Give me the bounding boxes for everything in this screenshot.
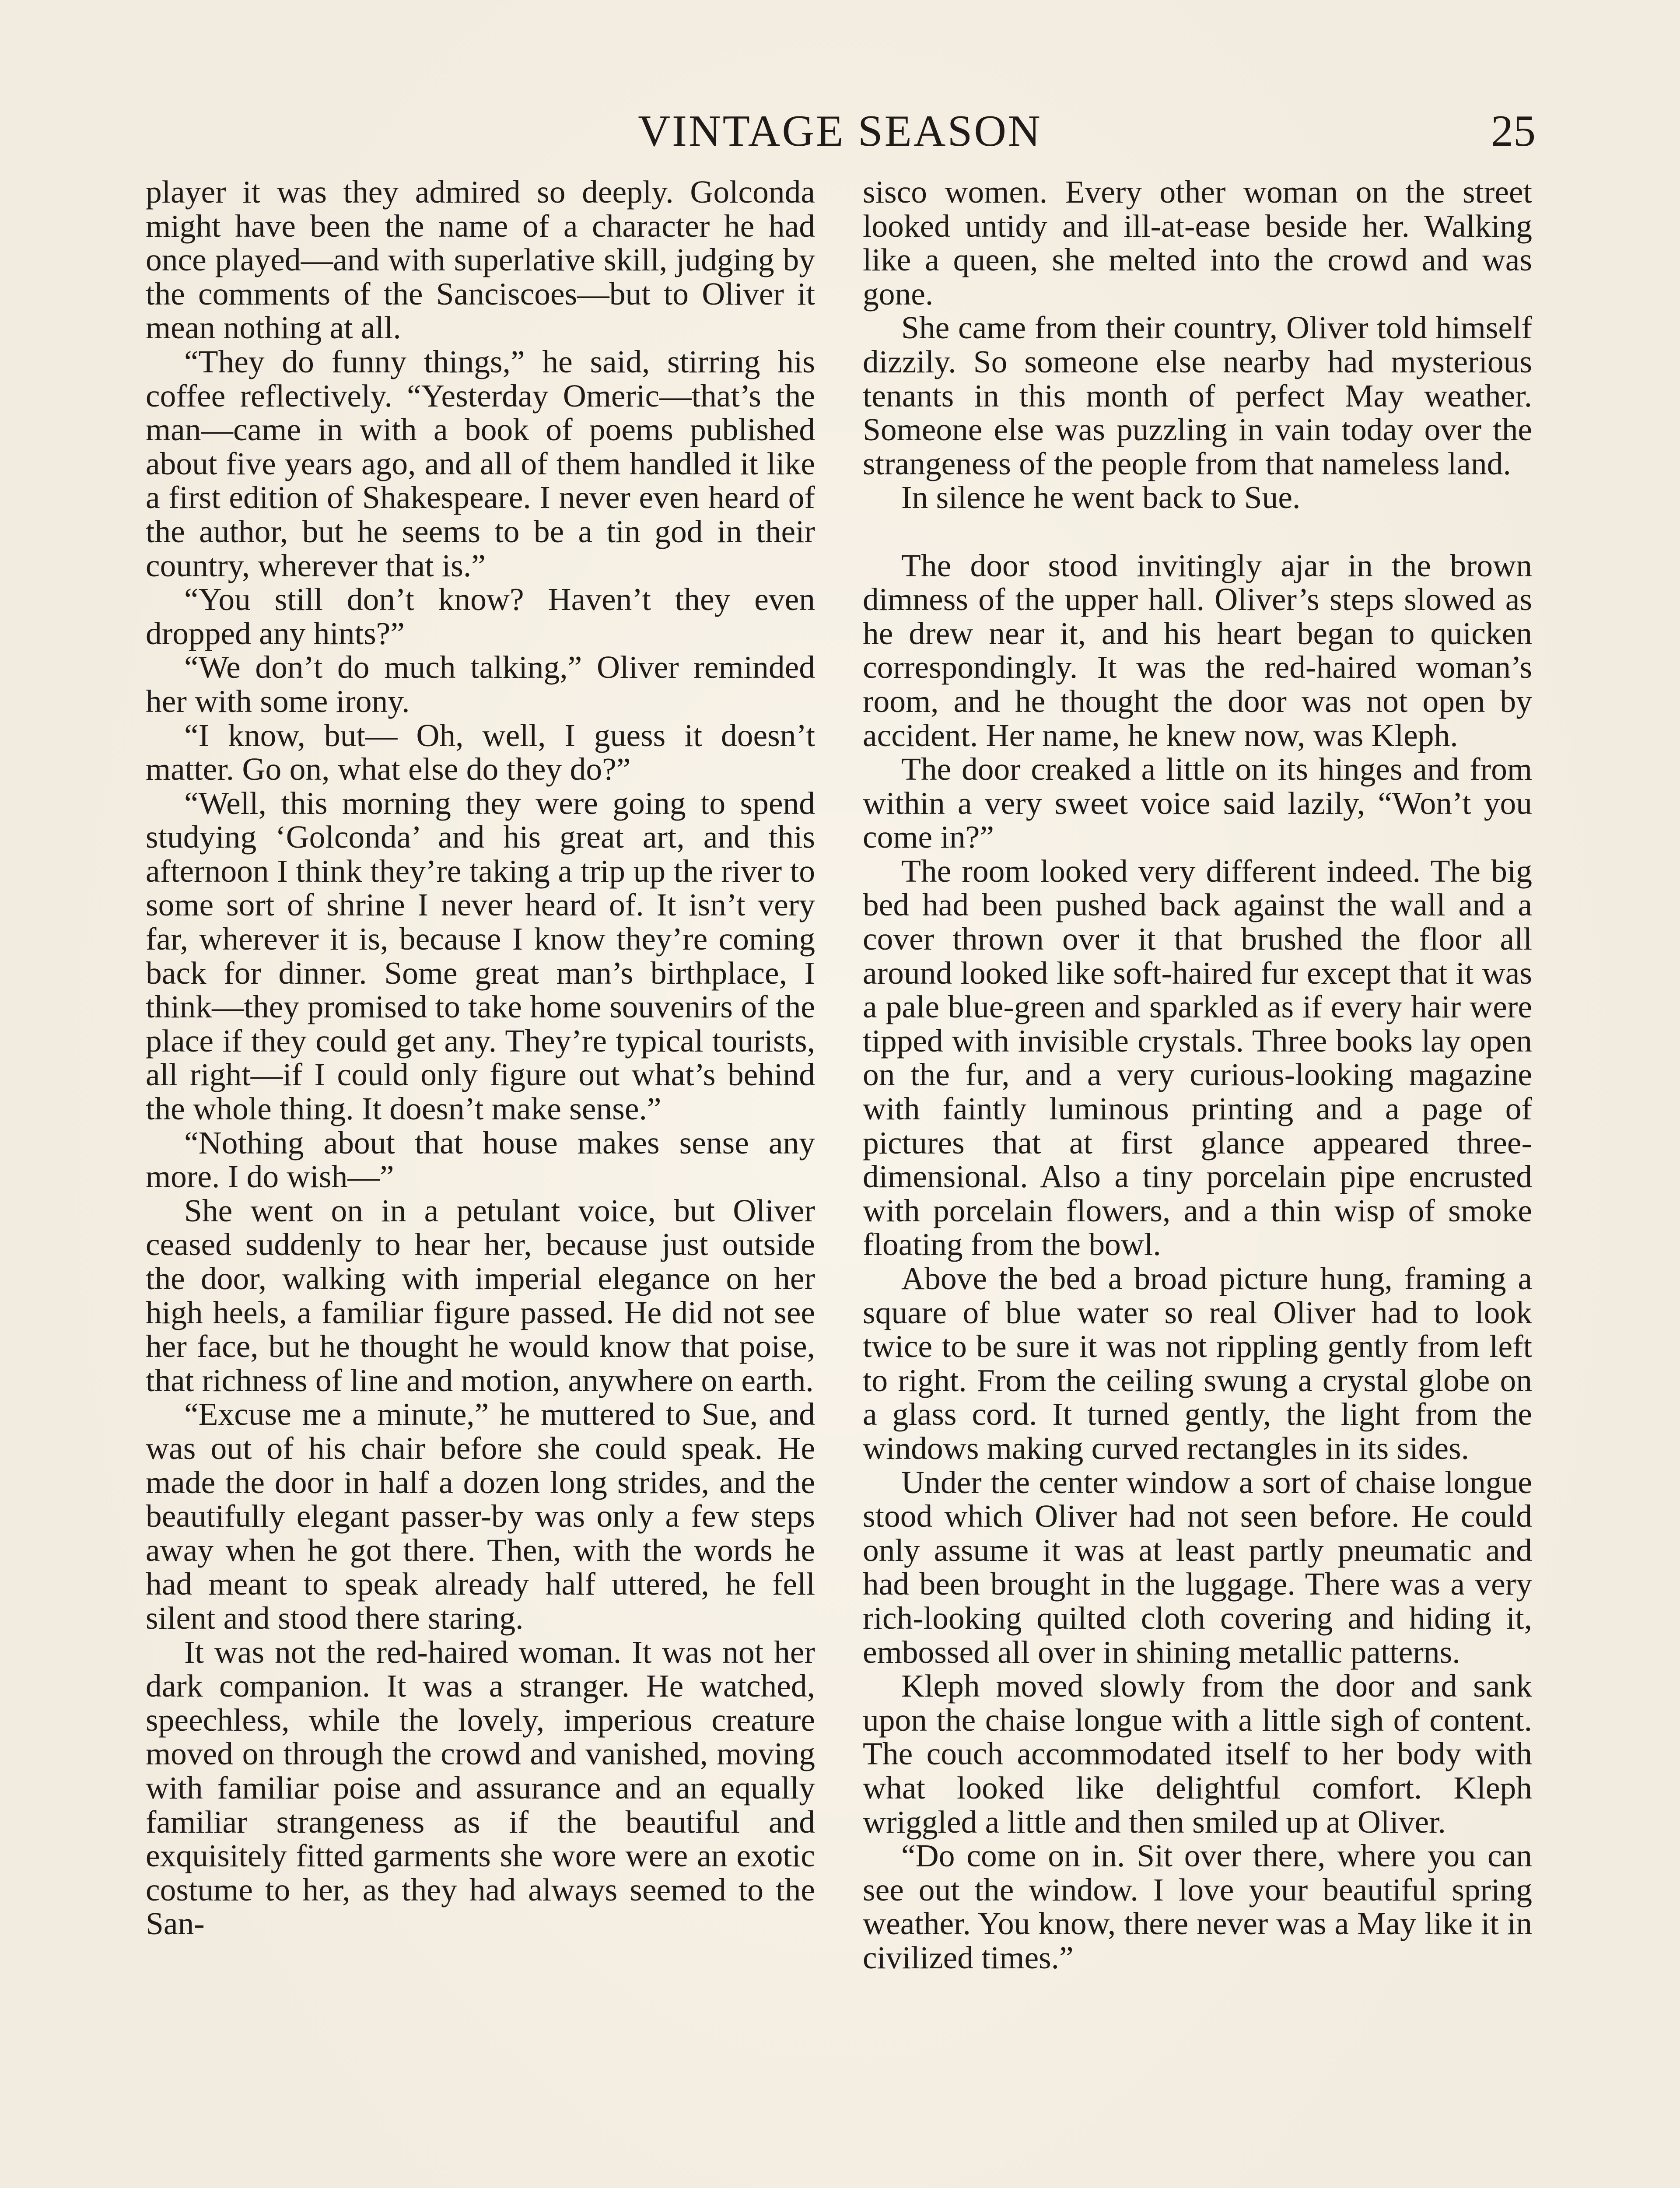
left-column bbox=[146, 175, 815, 1941]
paragraph: In silence he went back to Sue. bbox=[901, 480, 1301, 515]
paragraph: Kleph moved slowly from the door and sank upon the chaise longue with a little sigh of content. The couch accommodated itself to her body with what looked like delightful comfort. Kleph wriggled a little and then smiled up at Oliver. bbox=[863, 1668, 1532, 1840]
paragraph: She went on in a petulant voice, but Oliver ceased suddenly to hear her, because just outside the door, walking with imperial elegance on her high heels, a familiar figure passed. He did not see her face, but he thought he would know that poise, that richness of line and motion, anywhere on earth. bbox=[146, 1192, 815, 1398]
paragraph: The room looked very different indeed. The big bed had been pushed back against the wall and a cover thrown over it that brushed the floor all around looked like soft-haired fur except that it was a pale blue-green and sparkled as if every hair were tipped with invisible crystals. Three books lay open on the fur, and a very curious-looking magazine with faintly luminous printing and a page of pictures that at first glance appeared three-dimensional. Also a tiny porcelain pipe encrusted with porcelain flowers, and a thin wisp of smoke floating from the bowl. bbox=[863, 853, 1532, 1262]
paragraph: “Nothing about that house makes sense any more. I do wish—” bbox=[146, 1125, 815, 1195]
page-header bbox=[144, 101, 1536, 166]
paragraph: “Do come on in. Sit over there, where you can see out the window. I love your beautiful spring weather. You know, there never was a May like it in civilized times.” bbox=[863, 1838, 1532, 1975]
right-column bbox=[863, 175, 1532, 1974]
paragraph: “I know, but— Oh, well, I guess it doesn’t matter. Go on, what else do they do?” bbox=[146, 717, 815, 787]
paragraph: The door creaked a little on its hinges and from within a very sweet voice said lazily, “Won’t you come in?” bbox=[863, 751, 1532, 855]
paragraph: “You still don’t know? Haven’t they even dropped any hints?” bbox=[146, 582, 815, 651]
running-title: VINTAGE SEASON bbox=[638, 106, 1042, 156]
paragraph: Above the bed a broad picture hung, framing a square of blue water so real Oliver had to look twice to be sure it was not rippling gently from left to right. From the ceiling swung a crystal globe on a glass cord. It turned gently, the light from the windows making curved rectangles in its sides. bbox=[863, 1261, 1532, 1466]
paragraph: sisco women. Every other woman on the street looked untidy and ill-at-ease beside her. Walking like a queen, she melted into the crowd and was gone. bbox=[863, 174, 1532, 312]
page-number: 25 bbox=[1491, 106, 1536, 156]
paragraph: She came from their country, Oliver told himself dizzily. So someone else nearby had mysterious tenants in this month of perfect May weather. Someone else was puzzling in vain today over the strangeness of the people from that nameless land. bbox=[863, 310, 1532, 481]
paragraph: It was not the red-haired woman. It was not her dark companion. It was a stranger. He watched, speechless, while the lovely, imperious creature moved on through the crowd and vanished, moving with familiar poise and assurance and an equally familiar strangeness as if the beautiful and exquisitely fitted garments she wore were an exotic costume to her, as they had always seemed to the San- bbox=[146, 1634, 815, 1942]
paragraph: “Excuse me a minute,” he muttered to Sue, and was out of his chair before she could speak. He made the door in half a dozen long strides, and the beautifully elegant passer-by was only a few steps away when he got there. Then, with the words he had meant to speak already half uttered, he fell silent and stood there staring. bbox=[146, 1396, 815, 1636]
paragraph: Under the center window a sort of chaise longue stood which Oliver had not seen before. He could only assume it was at least partly pneumatic and had been brought in the luggage. There was a very rich-looking quilted cloth covering and hiding it, embossed all over in shining metallic patterns. bbox=[863, 1464, 1532, 1670]
paragraph: “Well, this morning they were going to spend studying ‘Golconda’ and his great art, and this afternoon I think they’re taking a trip up the river to some sort of shrine I never heard of. It isn’t very far, wherever it is, because I know they’re coming back for dinner. Some great man’s birthplace, I think—they promised to take home souvenirs of the place if they could get any. They’re typical tourists, all right—if I could only figure out what’s behind the whole thing. It doesn’t make sense.” bbox=[146, 785, 815, 1127]
paragraph: The door stood invitingly ajar in the brown dimness of the upper hall. Oliver’s steps slowed as he drew near it, and his heart began to quicken correspondingly. It was the red-haired woman’s room, and he thought the door was not open by accident. Her name, he knew now, was Kleph. bbox=[863, 547, 1532, 753]
paragraph: “They do funny things,” he said, stirring his coffee reflectively. “Yesterday Omeric—that’s the man—came in with a book of poems published about five years ago, and all of them handled it like a first edition of Shakespeare. I never even heard of the author, but he seems to be a tin god in their country, wherever that is.” bbox=[146, 344, 815, 583]
paragraph: “We don’t do much talking,” Oliver reminded her with some irony. bbox=[146, 649, 815, 719]
paragraph: player it was they admired so deeply. Golconda might have been the name of a character he had once played—and with superlative skill, judging by the comments of the Sanciscoes—but to Oliver it mean nothing at all. bbox=[146, 174, 815, 346]
